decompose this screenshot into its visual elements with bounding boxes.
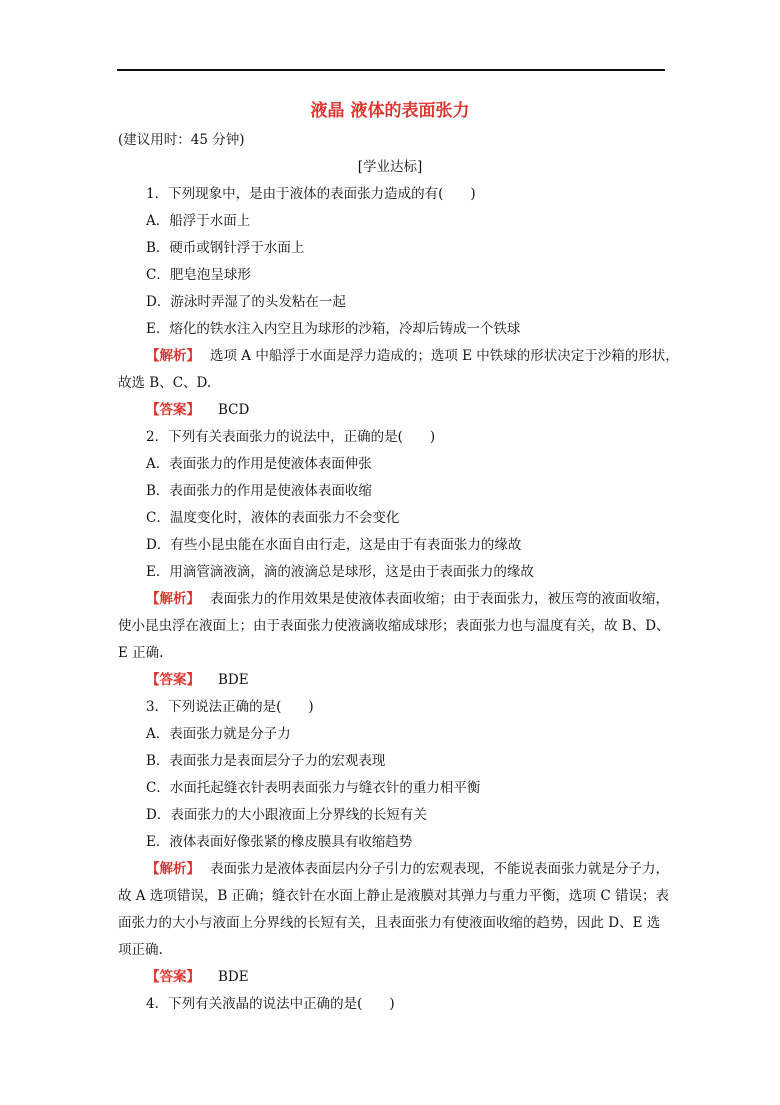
q3-answer-value: BDE bbox=[218, 969, 249, 985]
q3-analysis-line-1: 【解析】 表面张力是液体表面层内分子引力的宏观表现，不能说表面张力就是分子力， bbox=[146, 861, 669, 877]
q2-answer bbox=[146, 671, 249, 689]
q3-option-c: C．水面托起缝衣针表明表面张力与缝衣针的重力相平衡 bbox=[146, 780, 481, 796]
answer-tag: 【答案】 bbox=[146, 672, 200, 688]
q3-analysis-line-2: 故 A 选项错误，B 正确；缝衣针在水面上静止是液膜对其弹力与重力平衡，选项 C 错误；表 bbox=[118, 888, 669, 904]
q2-analysis-line-1: 【解析】 表面张力的作用效果是使液体表面收缩；由于表面张力，被压弯的液面收缩， bbox=[146, 591, 669, 607]
q4-stem: 4．下列有关液晶的说法中正确的是( ) bbox=[146, 996, 395, 1012]
q2-analysis-line-3: E 正确. bbox=[118, 645, 164, 661]
q3-option-d: D．表面张力的大小跟液面上分界线的长短有关 bbox=[146, 807, 427, 823]
q3-answer bbox=[146, 968, 249, 986]
q2-option-e: E．用滴管滴液滴，滴的液滴总是球形，这是由于表面张力的缘故 bbox=[146, 564, 534, 580]
analysis-tag: 【解析】 bbox=[146, 591, 200, 607]
analysis-tag: 【解析】 bbox=[146, 348, 200, 364]
answer-tag: 【答案】 bbox=[146, 402, 200, 418]
q3-option-e: E．液体表面好像张紧的橡皮膜具有收缩趋势 bbox=[146, 834, 413, 850]
q1-analysis-line-1: 【解析】 选项 A 中船浮于水面是浮力造成的；选项 E 中铁球的形状决定于沙箱的形状， bbox=[146, 348, 679, 364]
q1-stem: 1．下列现象中，是由于液体的表面张力造成的有( ) bbox=[146, 186, 476, 202]
analysis-tag: 【解析】 bbox=[146, 861, 200, 877]
q2-option-a: A．表面张力的作用是使液体表面伸张 bbox=[146, 456, 372, 472]
q1-option-b: B．硬币或钢针浮于水面上 bbox=[146, 240, 305, 256]
q3-analysis-line-4: 项正确. bbox=[118, 942, 163, 958]
q2-stem: 2．下列有关表面张力的说法中，正确的是( ) bbox=[146, 429, 436, 445]
q3-option-a: A．表面张力就是分子力 bbox=[146, 726, 291, 742]
q2-answer-value: BDE bbox=[218, 672, 249, 688]
q3-stem: 3．下列说法正确的是( ) bbox=[146, 699, 314, 715]
section-heading: [学业达标] bbox=[357, 159, 423, 175]
q2-option-d: D．有些小昆虫能在水面自由行走，这是由于有表面张力的缘故 bbox=[146, 537, 522, 553]
page-title: 液晶 液体的表面张力 bbox=[310, 101, 470, 121]
q3-analysis-line-3: 面张力的大小与液面上分界线的长短有关，且表面张力有使液面收缩的趋势，因此 D、E 选 bbox=[118, 915, 661, 931]
time-note: (建议用时：45 分钟) bbox=[118, 132, 245, 148]
answer-tag: 【答案】 bbox=[146, 969, 200, 985]
header-rule bbox=[117, 69, 665, 71]
q2-option-c: C．温度变化时，液体的表面张力不会变化 bbox=[146, 510, 400, 526]
q1-option-c: C．肥皂泡呈球形 bbox=[146, 267, 251, 283]
q3-option-b: B．表面张力是表面层分子力的宏观表现 bbox=[146, 753, 386, 769]
q1-option-a: A．船浮于水面上 bbox=[146, 213, 251, 229]
q1-option-d: D．游泳时弄湿了的头发粘在一起 bbox=[146, 294, 346, 310]
q1-answer bbox=[146, 401, 249, 419]
q1-analysis-line-2: 故选 B、C、D. bbox=[118, 375, 212, 391]
q1-answer-value: BCD bbox=[218, 402, 250, 418]
q2-option-b: B．表面张力的作用是使液体表面收缩 bbox=[146, 483, 372, 499]
q2-analysis-line-2: 使小昆虫浮在液面上；由于表面张力使液滴收缩成球形；表面张力也与温度有关，故 B、D、 bbox=[118, 618, 670, 634]
q1-option-e: E．熔化的铁水注入内空且为球形的沙箱，冷却后铸成一个铁球 bbox=[146, 321, 521, 337]
